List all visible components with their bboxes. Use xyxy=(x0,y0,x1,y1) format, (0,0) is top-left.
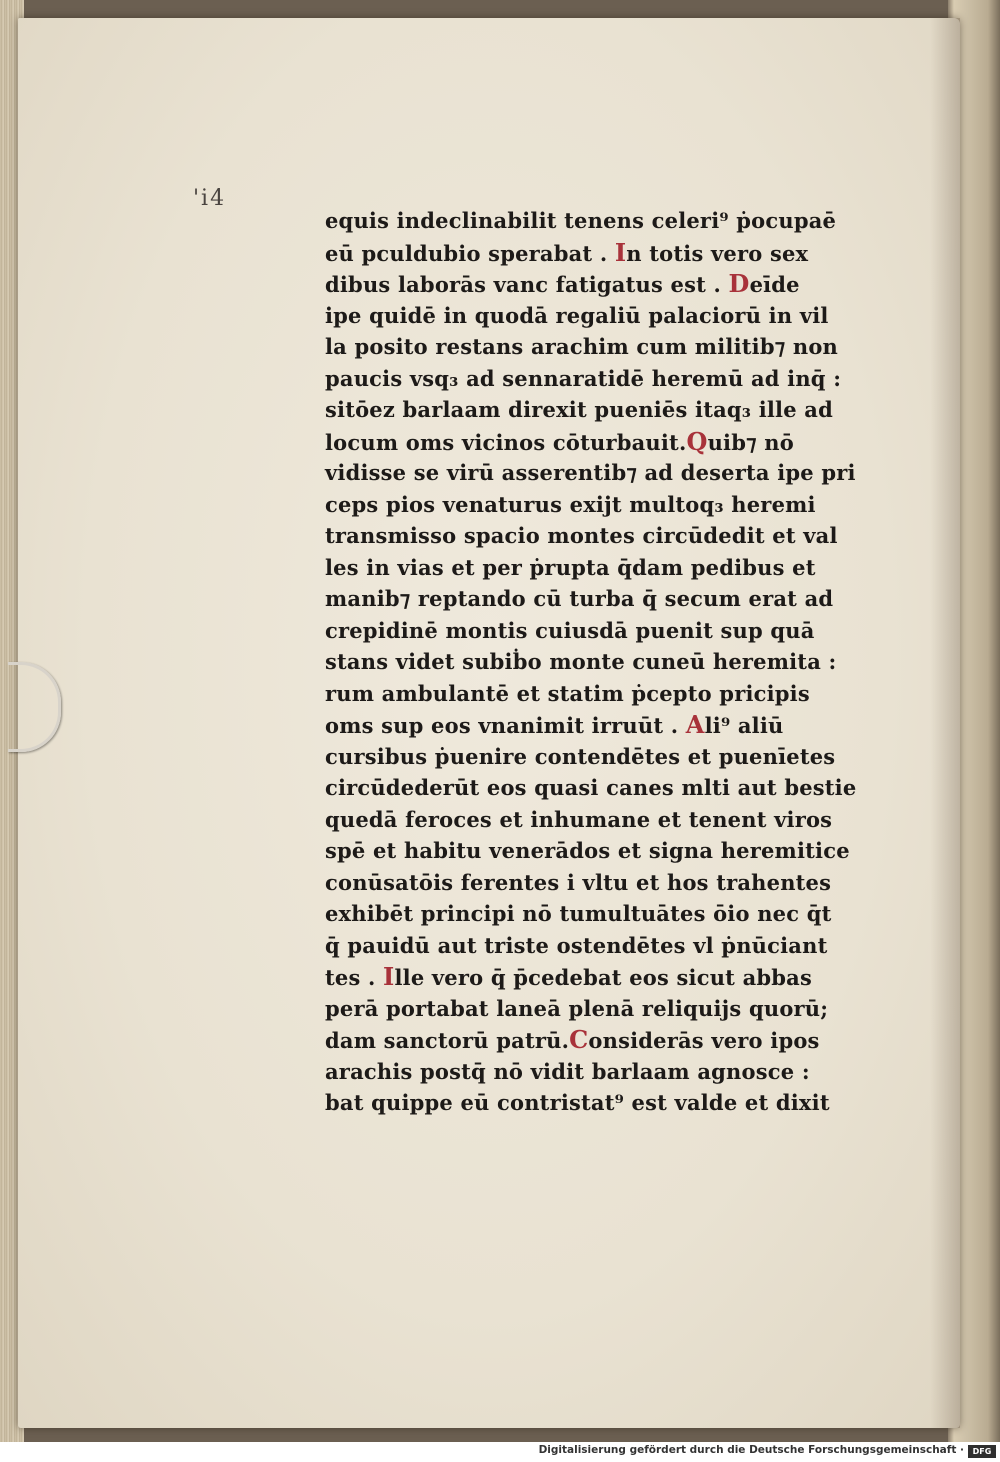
text-line: manib⁊ reptando cū turba q̄ secum erat ad xyxy=(325,586,834,611)
text-line: cursibus ṗuenire contendētes et puenīetes xyxy=(325,743,836,769)
text-line: dam sanctorū patrū.Considerās vero ipos xyxy=(325,1025,820,1054)
text-line: exhibēt principi nō tumultuātes ōio nec q̄t xyxy=(325,901,832,926)
text-line: bat quippe eū contristat⁹ est valde et dixit xyxy=(325,1090,830,1115)
footer-bar xyxy=(0,1442,1000,1462)
text-block xyxy=(325,205,865,1119)
text-line: crepidinē montis cuiusdā puenit sup quā xyxy=(325,617,815,643)
rubricated-initial: D xyxy=(728,269,750,298)
margin-annotation: 'i4 xyxy=(193,186,227,211)
rubricated-initial: A xyxy=(685,710,705,739)
text-line: transmisso spacio montes circūdedit et val xyxy=(325,523,838,548)
dfg-logo: DFG xyxy=(968,1445,996,1458)
text-line: perā portabat laneā plenā reliquijs quorū; xyxy=(325,995,829,1021)
funding-credit: Digitalisierung gefördert durch die Deutsche Forschungsgemeinschaft · xyxy=(538,1444,964,1456)
text-line: locum oms vicinos cōturbauit.Quib⁊ nō xyxy=(325,426,794,456)
rubricated-initial: I xyxy=(614,237,627,267)
text-line: spē et habitu venerādos et signa heremitice xyxy=(325,838,850,863)
text-line: ipe quidē in quodā regaliū palaciorū in vil xyxy=(325,302,829,328)
text-line: equis indeclinabilit tenens celeri⁹ ṗocupaē xyxy=(325,208,837,233)
rubricated-initial: C xyxy=(569,1025,589,1054)
text-line: stans videt subiḃo monte cuneū heremita : xyxy=(325,649,837,674)
text-line: circūdederūt eos quasi canes mlti aut bestie xyxy=(325,775,857,800)
text-line: tes . Ille vero q̄ p̄cedebat eos sicut abbas xyxy=(325,962,812,991)
text-line: la posito restans arachim cum militib⁊ non xyxy=(325,334,838,359)
text-line: vidisse se virū asserentib⁊ ad deserta ipe pri xyxy=(325,460,856,485)
text-line: paucis vsq₃ ad sennaratidē heremū ad inq̄ : xyxy=(325,365,842,391)
text-line: ceps pios venaturus exijt multoq₃ heremi xyxy=(325,491,816,517)
text-line: rum ambulantē et statim ṗcepto pricipis xyxy=(325,680,810,706)
text-line: les in vias et per ṗrupta q̄dam pedibus et xyxy=(325,554,816,580)
text-line: sitōez barlaam direxit pueniēs itaq₃ ille ad xyxy=(325,397,834,422)
text-line: q̄ pauidū aut triste ostendētes vl ṗnūciant xyxy=(325,932,828,958)
rubricated-initial: Q xyxy=(686,426,708,456)
gutter-shadow xyxy=(930,18,960,1428)
text-line: dibus laborās vanc fatigatus est . Deīde xyxy=(325,269,800,298)
rubricated-initial: I xyxy=(383,962,395,991)
text-line: eū pculdubio sperabat . In totis vero sex xyxy=(325,237,809,267)
text-line: arachis postq̄ nō vidit barlaam agnosce : xyxy=(325,1058,810,1084)
text-line: conūsatōis ferentes i vltu et hos trahentes xyxy=(325,869,832,895)
text-line: quedā feroces et inhumane et tenent viros xyxy=(325,806,833,832)
text-line: oms sup eos vnanimit irruūt . Ali⁹ aliū xyxy=(325,710,784,739)
